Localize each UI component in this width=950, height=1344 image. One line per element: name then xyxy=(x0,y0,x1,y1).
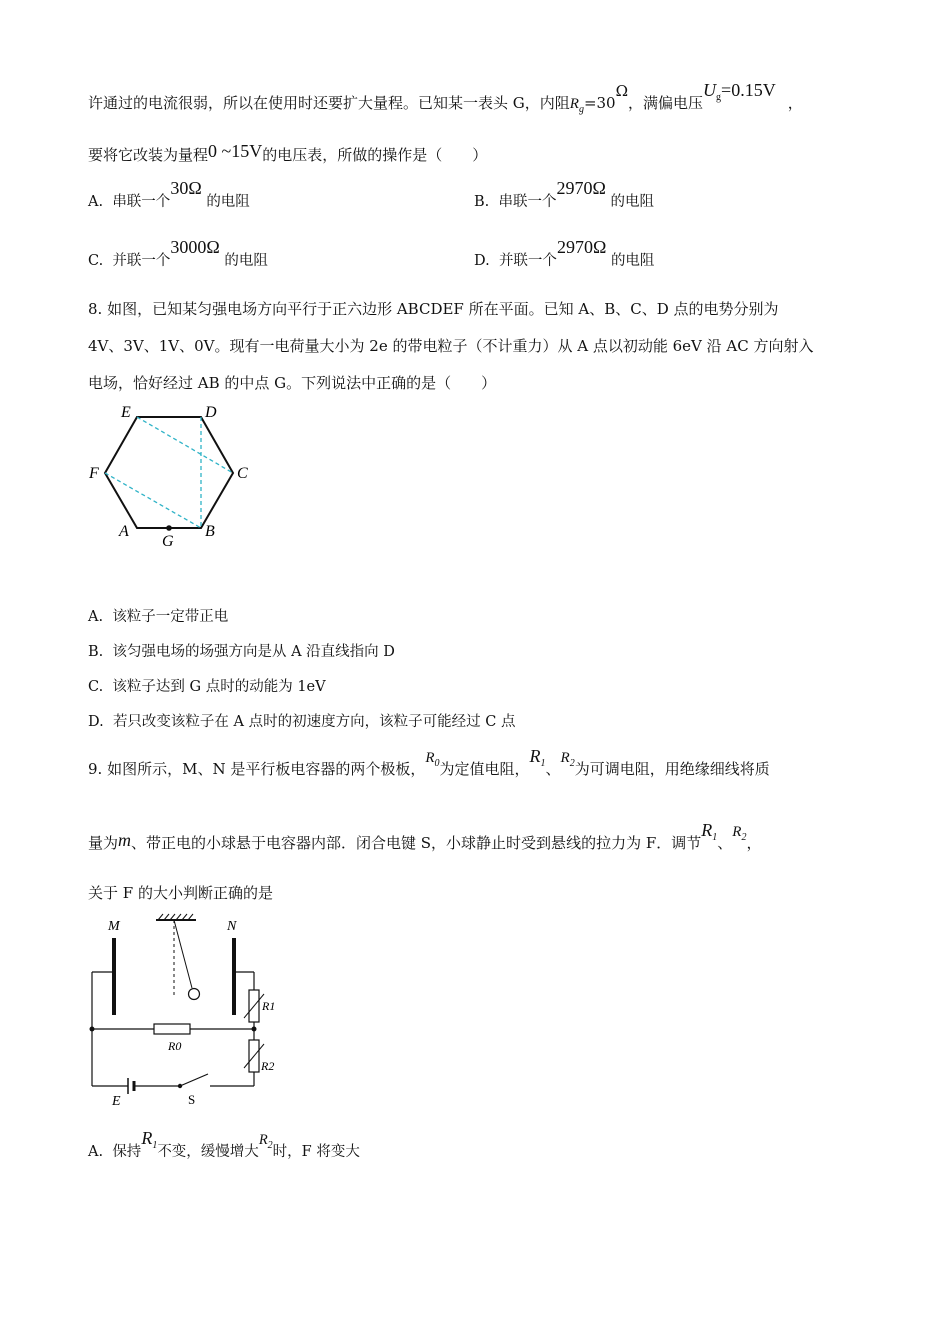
charged-ball xyxy=(189,989,200,1000)
option-value: 30Ω xyxy=(170,178,202,198)
q8-line-3: 电场，恰好经过 AB 的中点 G。下列说法中正确的是（ ） xyxy=(88,374,497,392)
q8-option-d[interactable]: D. 若只改变该粒子在 A 点时的初速度方向，该粒子可能经过 C 点 xyxy=(88,714,516,730)
ug-symbol: $U_g=0.15V$ xyxy=(703,80,776,103)
resistor-r0 xyxy=(154,1024,190,1034)
label-r2: R2 xyxy=(261,1059,275,1073)
omega-unit: Ω xyxy=(615,82,629,100)
q7-option-b[interactable]: B. 串联一个2970Ω 的电阻 xyxy=(474,178,654,210)
q9-line-2: 量为m、带正电的小球悬于电容器内部．闭合电键 S，小球静止时受到悬线的拉力为 F．调节$R_1$、$R_2$， xyxy=(88,820,762,852)
r1-symbol: $R_1$ xyxy=(141,1128,158,1151)
label-d: D xyxy=(205,404,217,421)
q7-option-d[interactable]: D. 并联一个2970Ω 的电阻 xyxy=(474,237,655,269)
r2-symbol: $R_2$ xyxy=(560,750,575,769)
q7-line1-text: 许通过的电流很弱，所以在使用时还要扩大量程。已知某一表头 G，内阻 xyxy=(88,94,570,112)
switch-s xyxy=(180,1074,208,1086)
q7-line-2: 要将它改装为量程0 ~15V的电压表，所做的操作是（ ） xyxy=(88,141,488,164)
label-r0: R0 xyxy=(168,1039,182,1053)
label-m: M xyxy=(108,919,120,934)
q7-line-1 xyxy=(88,80,803,115)
r0-symbol: $R_0$ xyxy=(425,750,440,769)
r1-symbol: $R_1$ xyxy=(529,746,546,769)
r2-symbol: $R_2$ xyxy=(258,1132,273,1151)
r2-symbol: $R_2$ xyxy=(732,824,747,843)
m-symbol: m xyxy=(118,830,132,850)
q8-line-1: 8. 如图，已知某匀强电场方向平行于正六边形 ABCDEF 所在平面。已知 A、B、C、D 点的电势分别为 xyxy=(88,300,779,318)
q7-line1-text-b: ，满偏电压 xyxy=(628,94,704,112)
range-value: 0 ~15V xyxy=(208,141,263,161)
option-value: 3000Ω xyxy=(170,237,220,257)
r1-symbol: $R_1$ xyxy=(701,820,718,843)
label-c: C xyxy=(237,465,248,482)
q9-option-a[interactable]: A. 保持$R_1$不变，缓慢增大$R_2$时，F 将变大 xyxy=(88,1128,360,1160)
option-value: 2970Ω xyxy=(556,237,607,257)
label-a: A xyxy=(119,523,129,540)
q7-option-a[interactable]: A. 串联一个30Ω 的电阻 xyxy=(88,178,250,210)
point-g xyxy=(166,525,172,531)
q7-line1-end: ， xyxy=(787,94,803,112)
label-r1: R1 xyxy=(262,999,276,1013)
rg-value: =30 xyxy=(583,94,616,112)
q8-line-2: 4V、3V、1V、0V。现有一电荷量大小为 2e 的带电粒子（不计重力）从 A 点以初动能 6eV 沿 AC 方向射入 xyxy=(88,337,814,355)
q8-option-c[interactable]: C. 该粒子达到 G 点时的动能为 1eV xyxy=(88,679,326,695)
option-value: 2970Ω xyxy=(556,178,606,198)
label-n: N xyxy=(227,919,237,934)
capacitor-circuit-figure xyxy=(84,910,294,1110)
q8-option-a[interactable]: A. 该粒子一定带正电 xyxy=(88,609,229,625)
dashed-line-fb xyxy=(105,473,201,528)
dashed-line-ec xyxy=(137,417,233,473)
label-e: E xyxy=(121,404,131,421)
q7-option-c[interactable]: C. 并联一个3000Ω 的电阻 xyxy=(88,237,268,269)
thread xyxy=(174,920,192,988)
rg-symbol: $R_g$ xyxy=(569,96,584,115)
q8-option-b[interactable]: B. 该匀强电场的场强方向是从 A 沿直线指向 D xyxy=(88,644,395,660)
label-s: S xyxy=(188,1092,196,1107)
label-g: G xyxy=(162,533,174,550)
q9-line-1: 9. 如图所示，M、N 是平行板电容器的两个极板，$R_0$为定值电阻，$R_1$、$R_2$为可调电阻，用绝缘细线将质 xyxy=(88,746,770,778)
label-e: E xyxy=(112,1094,121,1109)
label-b: B xyxy=(205,523,215,540)
label-f: F xyxy=(89,465,99,482)
q9-line-3: 关于 F 的大小判断正确的是 xyxy=(88,884,273,902)
hexagon-outline xyxy=(105,417,233,528)
hexagon-figure xyxy=(84,400,264,550)
